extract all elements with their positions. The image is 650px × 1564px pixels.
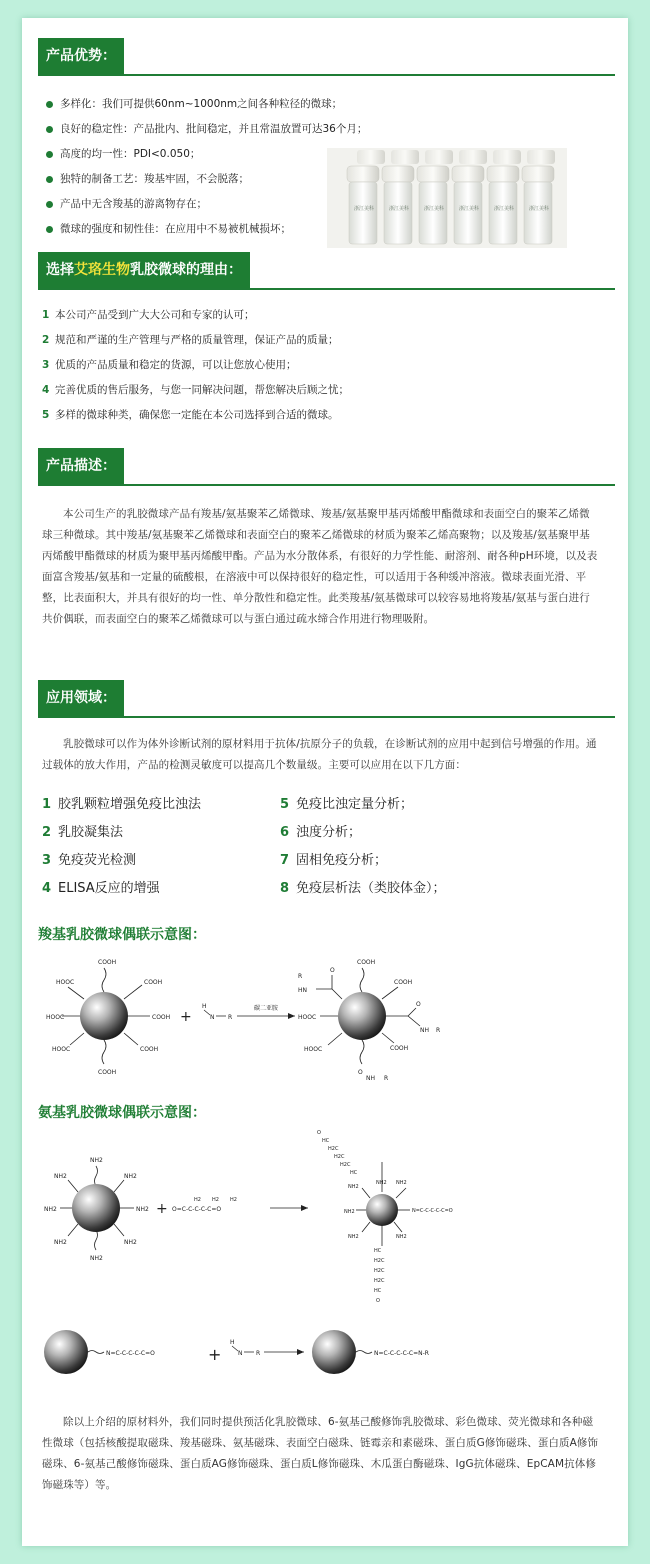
application-number: 1 bbox=[42, 797, 52, 812]
svg-text:COOH: COOH bbox=[144, 979, 163, 986]
svg-text:NH2: NH2 bbox=[54, 1173, 67, 1180]
advantage-item: 良好的稳定性：产品批内、批间稳定，并且常温放置可达36个月； bbox=[60, 123, 368, 135]
bullet-icon bbox=[46, 151, 53, 158]
svg-text:H2C: H2C bbox=[340, 1162, 351, 1168]
reason-number: 5 bbox=[42, 409, 50, 421]
application-item: 胶乳颗粒增强免疫比浊法 bbox=[58, 797, 202, 812]
bullet-icon bbox=[46, 101, 53, 108]
svg-text:H: H bbox=[230, 1339, 235, 1346]
svg-text:N: N bbox=[210, 1014, 215, 1021]
application-item: 免疫层析法（类胶体金）； bbox=[296, 881, 446, 896]
svg-text:NH2: NH2 bbox=[344, 1209, 355, 1215]
svg-text:H2C: H2C bbox=[328, 1146, 339, 1152]
section-reasons-header bbox=[38, 252, 615, 290]
amino-coupling-diagram bbox=[32, 1128, 502, 1308]
svg-text:COOH: COOH bbox=[140, 1046, 159, 1053]
section-advantages-header bbox=[38, 38, 615, 76]
reason-item: 本公司产品受到广大大公司和专家的认可； bbox=[55, 309, 255, 321]
svg-text:+: + bbox=[180, 1009, 192, 1025]
svg-text:O: O bbox=[358, 1069, 363, 1076]
reason-item: 优质的产品质量和稳定的货源，可以让您放心使用； bbox=[55, 359, 297, 371]
svg-text:HOOC: HOOC bbox=[56, 979, 75, 986]
application-number: 2 bbox=[42, 825, 52, 840]
svg-text:R: R bbox=[436, 1027, 441, 1034]
svg-text:NH: NH bbox=[366, 1075, 375, 1082]
description-text: 本公司生产的乳胶微球产品有羧基/氨基聚苯乙烯微球、羧基/氨基聚甲基丙烯酸甲酯微球和表面空白的聚苯乙烯微球三种微球。其中羧基/氨基聚苯乙烯微球和表面空白的聚苯乙烯微球的材质为聚苯乙烯高聚物；以及羧基/氨基聚甲基丙烯酸甲酯微球的材质为聚甲基丙烯酸甲酯。产品为水分散体系，有很好的力学性能、耐溶剂、耐各种pH环境，以及表面富含羧基/氨基和一定量的硫酸根，在溶液中可以保持很好的稳定性，可以适用于各种缓冲溶液。微球表面光滑、平整，比表面积大，并具有很好的均一性、单分散性和稳定性。此类羧基/氨基微球可以较容易地将羧基/氨基与蛋白进行共价偶联，而表面空白的聚苯乙烯微球可以与蛋白通过疏水缔合作用进行物理吸附。 bbox=[42, 508, 598, 625]
svg-text:HOOC: HOOC bbox=[304, 1046, 323, 1053]
advantage-item: 高度的均一性：PDI<0.050； bbox=[60, 148, 201, 160]
advantage-item: 多样化：我们可提供60nm~1000nm之间各种粒径的微球； bbox=[60, 98, 343, 110]
application-item: 乳胶凝集法 bbox=[58, 825, 124, 840]
svg-text:N=C-C-C-C-C=O: N=C-C-C-C-C=O bbox=[412, 1208, 453, 1214]
svg-text:浙江美科: 浙江美科 bbox=[529, 206, 550, 212]
bullet-icon bbox=[46, 226, 53, 233]
svg-text:N=C-C-C-C-C=O: N=C-C-C-C-C=O bbox=[106, 1350, 155, 1357]
applications-intro: 乳胶微球可以作为体外诊断试剂的原材料用于抗体/抗原分子的负载，在诊断试剂的应用中起到信号增强的作用。通过载体的放大作用，产品的检测灵敏度可以提高几个数量级。主要可以应用在以下几方面： bbox=[42, 738, 597, 771]
svg-text:NH2: NH2 bbox=[90, 1255, 103, 1262]
application-item: 浊度分析； bbox=[296, 825, 362, 840]
section-description-title: 产品描述： bbox=[38, 448, 124, 484]
application-item: 免疫比浊定量分析； bbox=[296, 797, 414, 812]
svg-text:H2: H2 bbox=[212, 1197, 219, 1203]
carboxyl-coupling-diagram bbox=[32, 954, 472, 1084]
reason-number: 2 bbox=[42, 334, 50, 346]
svg-text:NH2: NH2 bbox=[348, 1234, 359, 1240]
svg-text:COOH: COOH bbox=[394, 979, 413, 986]
svg-text:O: O bbox=[416, 1001, 421, 1008]
advantage-item: 微球的强度和韧性佳：在应用中不易被机械损坏； bbox=[60, 223, 291, 235]
svg-text:H2C: H2C bbox=[374, 1268, 385, 1274]
svg-text:浙江美科: 浙江美科 bbox=[494, 206, 515, 212]
reason-number: 4 bbox=[42, 384, 50, 396]
svg-text:O: O bbox=[330, 967, 335, 974]
svg-text:浙江美科: 浙江美科 bbox=[354, 206, 375, 212]
bullet-icon bbox=[46, 176, 53, 183]
svg-text:HC: HC bbox=[374, 1288, 382, 1294]
section-applications-title: 应用领域： bbox=[38, 680, 124, 716]
svg-text:COOH: COOH bbox=[152, 1014, 171, 1021]
reason-number: 1 bbox=[42, 309, 50, 321]
application-number: 4 bbox=[42, 881, 52, 896]
application-number: 7 bbox=[280, 853, 290, 868]
bullet-icon bbox=[46, 201, 53, 208]
svg-text:NH2: NH2 bbox=[54, 1239, 67, 1246]
svg-text:+: + bbox=[208, 1345, 222, 1364]
svg-text:H: H bbox=[202, 1003, 207, 1010]
reason-item: 多样的微球种类，确保您一定能在本公司选择到合适的微球。 bbox=[55, 409, 339, 421]
svg-text:NH2: NH2 bbox=[376, 1180, 387, 1186]
section-reasons-title: 选择艾珞生物乳胶微球的理由： bbox=[38, 252, 250, 288]
svg-text:R: R bbox=[228, 1014, 233, 1021]
svg-text:HC: HC bbox=[322, 1138, 330, 1144]
svg-text:O: O bbox=[317, 1130, 321, 1136]
brand-name: 艾珞生物 bbox=[74, 262, 130, 278]
application-item: 固相免疫分析； bbox=[296, 853, 388, 868]
svg-text:HOOC: HOOC bbox=[52, 1046, 71, 1053]
svg-text:COOH: COOH bbox=[390, 1045, 409, 1052]
svg-text:HC: HC bbox=[350, 1170, 358, 1176]
footer-text: 除以上介绍的原材料外，我们同时提供预活化乳胶微球、6-氨基己酸修饰乳胶微球、彩色微球、荧光微球和各种磁性微球（包括核酸提取磁珠、羧基磁珠、氨基磁珠、表面空白磁珠、链霉亲和素磁珠、蛋白质G修饰磁珠、蛋白质A修饰磁珠、6-氨基己酸修饰磁珠、蛋白质AG修饰磁珠、蛋白质L修饰磁珠、木瓜蛋白酶磁珠、IgG抗体磁珠、EpCAM抗体修饰磁珠等）等。 bbox=[42, 1416, 599, 1491]
svg-text:NH2: NH2 bbox=[44, 1206, 57, 1213]
svg-text:COOH: COOH bbox=[357, 959, 376, 966]
section-description-header bbox=[38, 448, 615, 486]
svg-text:碳二亚胺: 碳二亚胺 bbox=[254, 1005, 279, 1012]
svg-text:H2C: H2C bbox=[374, 1258, 385, 1264]
svg-text:NH2: NH2 bbox=[136, 1206, 149, 1213]
application-item: 免疫荧光检测 bbox=[58, 853, 137, 868]
svg-text:COOH: COOH bbox=[98, 1069, 117, 1076]
svg-text:R: R bbox=[298, 973, 303, 980]
application-number: 3 bbox=[42, 853, 52, 868]
application-number: 6 bbox=[280, 825, 290, 840]
section-applications-header bbox=[38, 680, 615, 718]
application-number: 5 bbox=[280, 797, 290, 812]
svg-text:浙江美科: 浙江美科 bbox=[389, 206, 410, 212]
reason-item: 规范和严谨的生产管理与严格的质量管理，保证产品的质量； bbox=[55, 334, 339, 346]
svg-text:COOH: COOH bbox=[98, 959, 117, 966]
amino-second-reaction-diagram bbox=[32, 1318, 502, 1388]
svg-text:O=C-C-C-C-C=O: O=C-C-C-C-C=O bbox=[172, 1206, 222, 1213]
svg-text:R: R bbox=[256, 1350, 261, 1357]
svg-text:NH2: NH2 bbox=[124, 1239, 137, 1246]
svg-text:HOOC: HOOC bbox=[46, 1014, 65, 1021]
svg-text:N=C-C-C-C-C=N-R: N=C-C-C-C-C=N-R bbox=[374, 1350, 429, 1357]
svg-text:H2C: H2C bbox=[374, 1278, 385, 1284]
svg-text:H2: H2 bbox=[194, 1197, 201, 1203]
svg-text:H2C: H2C bbox=[334, 1154, 345, 1160]
svg-text:NH: NH bbox=[420, 1027, 429, 1034]
svg-text:N: N bbox=[238, 1350, 243, 1357]
svg-text:NH2: NH2 bbox=[348, 1184, 359, 1190]
svg-text:NH2: NH2 bbox=[396, 1234, 407, 1240]
advantage-item: 产品中无含羧基的游离物存在； bbox=[60, 198, 207, 210]
bullet-icon bbox=[46, 126, 53, 133]
advantage-item: 独特的制备工艺：羧基牢固，不会脱落； bbox=[60, 173, 249, 185]
svg-text:浙江美科: 浙江美科 bbox=[459, 206, 480, 212]
reason-item: 完善优质的售后服务，与您一同解决问题，帮您解决后顾之忧； bbox=[55, 384, 349, 396]
carboxyl-diagram-title: 羧基乳胶微球偶联示意图： bbox=[38, 927, 206, 943]
reason-number: 3 bbox=[42, 359, 50, 371]
application-item: ELISA反应的增强 bbox=[58, 881, 160, 896]
section-advantages-title: 产品优势： bbox=[38, 38, 124, 74]
svg-text:R: R bbox=[384, 1075, 389, 1082]
svg-text:O: O bbox=[376, 1298, 380, 1304]
svg-text:+: + bbox=[156, 1201, 168, 1217]
svg-text:H2: H2 bbox=[230, 1197, 237, 1203]
content-panel bbox=[22, 18, 628, 1546]
svg-text:HOOC: HOOC bbox=[298, 1014, 317, 1021]
svg-text:HC: HC bbox=[374, 1248, 382, 1254]
svg-text:NH2: NH2 bbox=[396, 1180, 407, 1186]
svg-text:HN: HN bbox=[298, 987, 307, 994]
product-bottles-image bbox=[327, 148, 567, 248]
svg-text:浙江美科: 浙江美科 bbox=[424, 206, 445, 212]
amino-diagram-title: 氨基乳胶微球偶联示意图： bbox=[38, 1105, 206, 1121]
application-number: 8 bbox=[280, 881, 290, 896]
svg-text:NH2: NH2 bbox=[90, 1157, 103, 1164]
svg-text:NH2: NH2 bbox=[124, 1173, 137, 1180]
